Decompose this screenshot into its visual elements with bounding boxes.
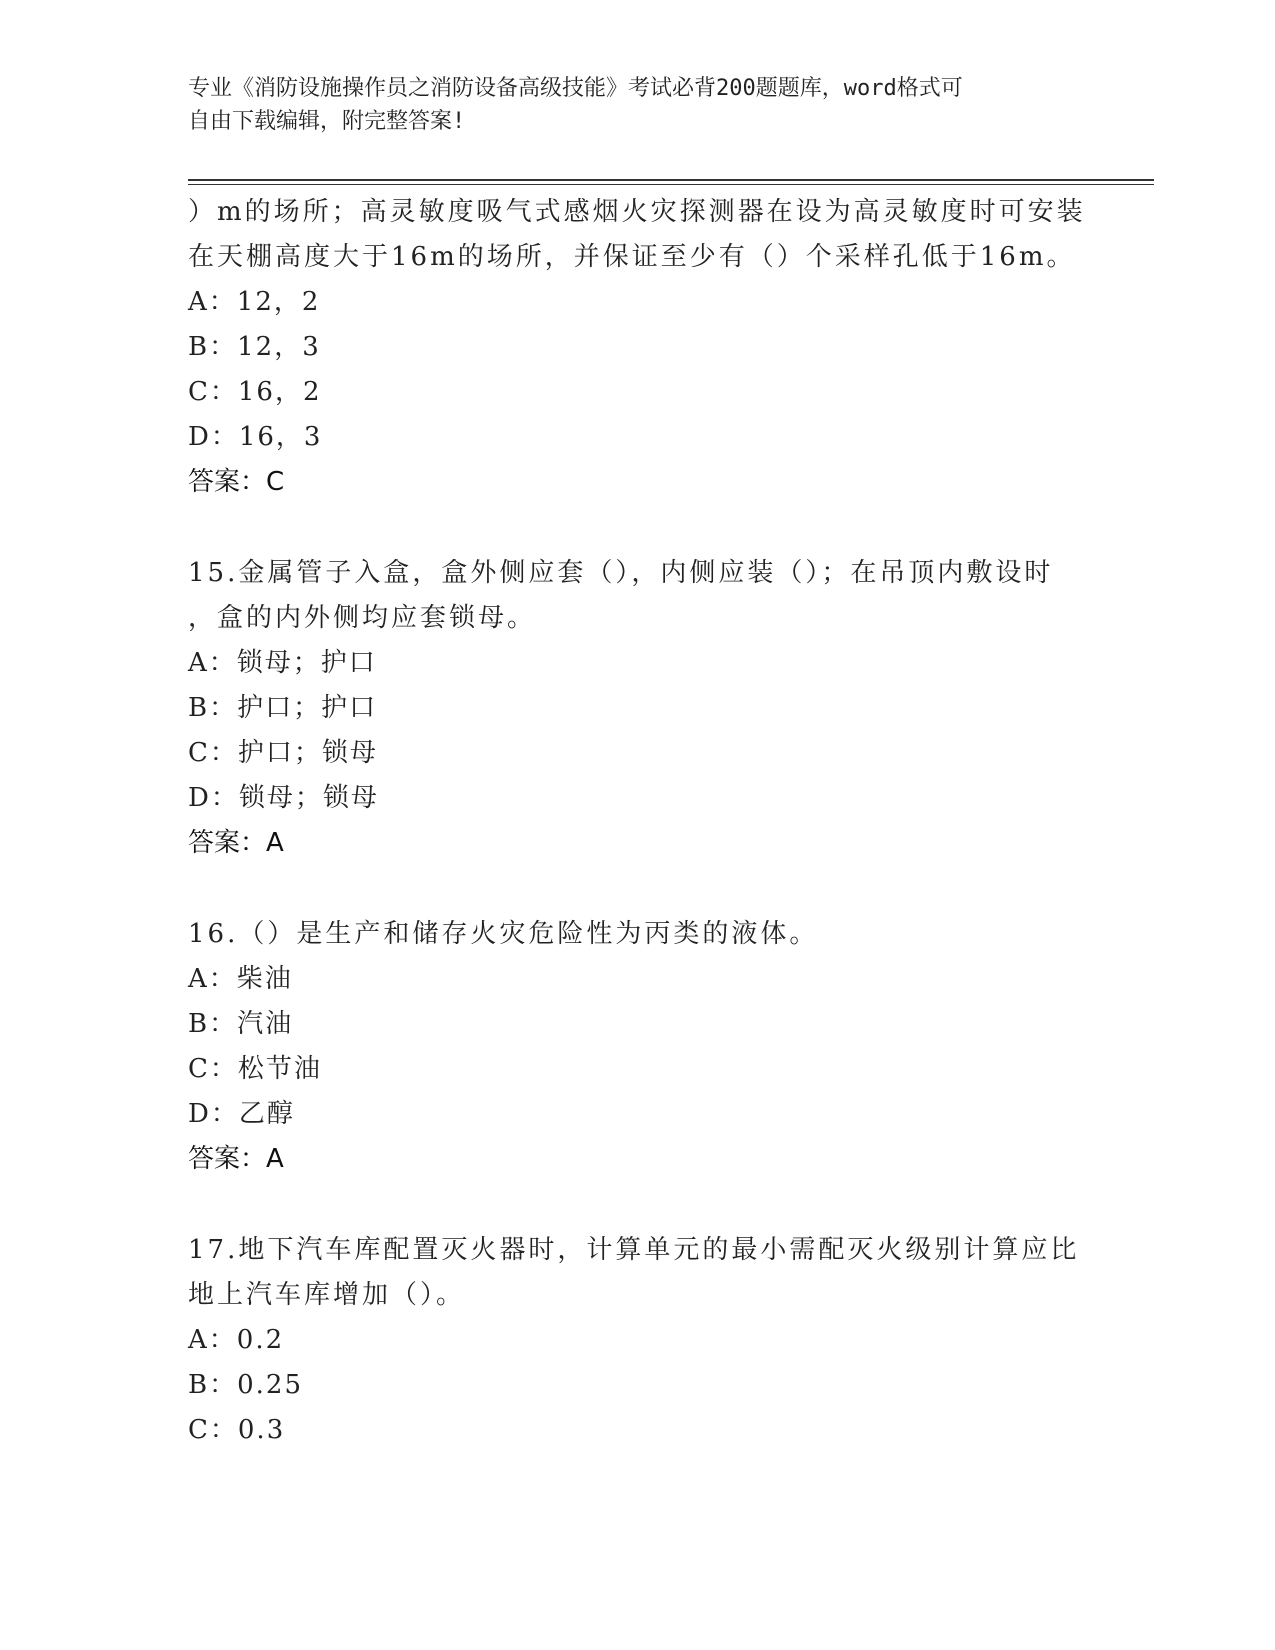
header-divider-thin (188, 184, 1154, 185)
question-text-line: 16.（）是生产和储存火灾危险性为丙类的液体。 (188, 919, 819, 949)
question-15 (188, 551, 1088, 866)
question-17 (188, 1228, 1088, 1453)
option-b: B：汽油 (188, 1009, 294, 1039)
question-text-line: 在天棚高度大于16m的场所，并保证至少有（）个采样孔低于16m。 (188, 242, 1076, 272)
option-b: B：12，3 (188, 332, 321, 362)
header-line-1: 专业《消防设施操作员之消防设备高级技能》考试必背200题题库，word格式可 (188, 76, 963, 101)
option-d: D：锁母；锁母 (188, 783, 379, 813)
question-list (188, 190, 1088, 1453)
document-header (188, 72, 1088, 138)
option-c: C：16，2 (188, 377, 322, 407)
question-text-line: 15.金属管子入盒，盒外侧应套（），内侧应装（）；在吊顶内敷设时 (188, 558, 1054, 588)
question-16 (188, 912, 1088, 1182)
option-c: C：护口；锁母 (188, 738, 378, 768)
question-text-line: ，盒的内外侧均应套锁母。 (188, 603, 537, 633)
question-text-line: 17.地下汽车库配置灭火器时，计算单元的最小需配灭火级别计算应比 (188, 1235, 1080, 1265)
question-text-line: ）m的场所；高灵敏度吸气式感烟火灾探测器在设为高灵敏度时可安装 (188, 197, 1086, 227)
answer: 答案：A (188, 828, 284, 858)
header-divider-thick (188, 179, 1154, 181)
answer: 答案：A (188, 1144, 284, 1174)
option-a: A：锁母；护口 (188, 648, 377, 678)
spacer (188, 866, 1088, 912)
option-c: C：松节油 (188, 1054, 322, 1084)
header-line-2: 自由下载编辑，附完整答案! (188, 109, 466, 134)
option-a: A：0.2 (188, 1325, 285, 1355)
spacer (188, 505, 1088, 551)
option-c: C：0.3 (188, 1415, 286, 1445)
question-continued (188, 190, 1088, 505)
option-a: A：柴油 (188, 964, 293, 994)
question-text-line: 地上汽车库增加（）。 (188, 1280, 466, 1310)
option-b: B：0.25 (188, 1370, 303, 1400)
spacer (188, 1182, 1088, 1228)
option-b: B：护口；护口 (188, 693, 378, 723)
option-d: D：乙醇 (188, 1099, 295, 1129)
option-d: D：16，3 (188, 422, 323, 452)
answer: 答案：C (188, 467, 285, 497)
option-a: A：12，2 (188, 287, 321, 317)
